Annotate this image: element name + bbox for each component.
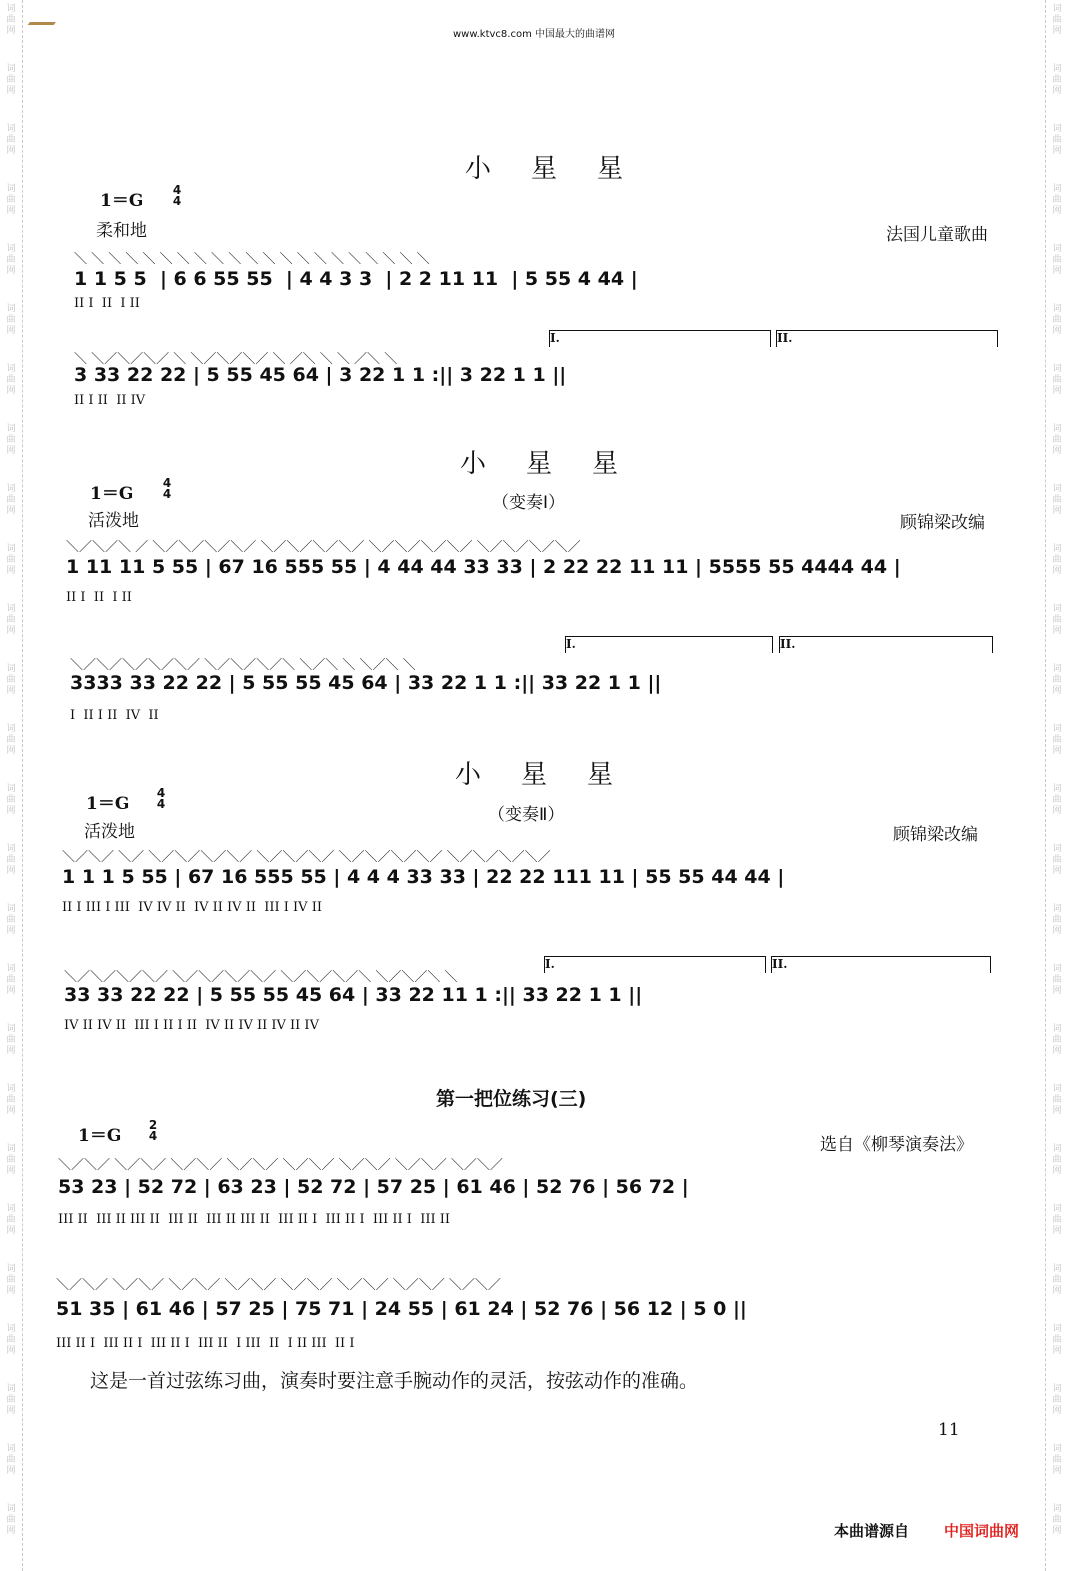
piece3-line1 xyxy=(0,846,1068,936)
source-label: 本曲谱源自 xyxy=(834,1522,910,1540)
side-watermark: 词 曲 网 xyxy=(1052,844,1062,876)
practice-note: 这是一首过弦练习曲，演奏时要注意手腕动作的灵活，按弦动作的准确。 xyxy=(90,1370,699,1392)
fingering-line: II I II I II xyxy=(74,296,140,311)
piece3-time-signature: 4 4 xyxy=(156,786,166,811)
side-watermark: 词 曲 网 xyxy=(1052,484,1062,516)
side-watermark: 词 曲 网 xyxy=(6,304,16,336)
side-watermark: 词 曲 网 xyxy=(1052,364,1062,396)
piece3-subtitle: （变奏Ⅱ） xyxy=(488,805,565,825)
articulation-marks: ＼／＼／ ＼／ ＼／＼／＼／＼／ ＼／＼／＼／ ＼／＼／＼／＼／ ＼／＼／＼／＼／ xyxy=(62,850,551,865)
side-watermark: 词 曲 网 xyxy=(6,1264,16,1296)
articulation-marks: ＼／＼／ ＼／＼／ ＼／＼／ ＼／＼／ ＼／＼／ ＼／＼／ ＼／＼／ ＼／＼／ xyxy=(58,1158,503,1173)
side-watermark: 词 曲 网 xyxy=(1052,664,1062,696)
fingering-line: III II I III II I III II I III II I III II I II III II I xyxy=(56,1336,355,1351)
side-watermark: 词 曲 网 xyxy=(1052,124,1062,156)
fingering-line: II I II I II xyxy=(66,590,132,605)
volta-1: I. xyxy=(549,330,771,347)
side-watermark: 词 曲 网 xyxy=(1052,904,1062,936)
side-watermark: 词 曲 网 xyxy=(1052,1324,1062,1356)
side-watermark: 词 曲 网 xyxy=(6,424,16,456)
piece2-tempo: 活泼地 xyxy=(88,511,139,531)
side-watermark: 词 曲 网 xyxy=(1052,544,1062,576)
fingering-line: II I II II IV xyxy=(74,393,146,408)
piece4-credit: 选自《柳琴演奏法》 xyxy=(820,1135,973,1155)
side-watermark: 词 曲 网 xyxy=(6,1024,16,1056)
notation-line: 1 1 5 5 | 6 6 55 55 | 4 4 3 3 | 2 2 11 11 | 5 55 4 44 | xyxy=(74,268,638,290)
fingering-line: III II III II III II III II III II III II III II I III II I III II I III II xyxy=(58,1212,451,1227)
articulation-marks: ＼／＼／＼ ／ ＼／＼／＼／＼／ ＼／＼／＼／＼／ ＼／＼／＼／＼／ ＼／＼／＼／＼／ xyxy=(66,540,581,555)
side-watermark: 词 曲 网 xyxy=(1052,1264,1062,1296)
notation-line: 1 11 11 5 55 | 67 16 555 55 | 4 44 44 33 33 | 2 22 22 11 11 | 5555 55 4444 44 | xyxy=(66,556,901,578)
notation-line: 51 35 | 61 46 | 57 25 | 75 71 | 24 55 | 61 24 | 52 76 | 56 12 | 5 0 || xyxy=(56,1298,747,1320)
side-watermark: 词 曲 网 xyxy=(6,1324,16,1356)
piece1-time-signature: 4 4 xyxy=(172,183,182,208)
side-watermark: 词 曲 网 xyxy=(1052,604,1062,636)
side-watermark: 词 曲 网 xyxy=(6,244,16,276)
side-watermark: 词 曲 网 xyxy=(1052,4,1062,36)
piece2-time-signature: 4 4 xyxy=(162,476,172,501)
piece2-line2 xyxy=(0,637,1068,740)
piece1-credit: 法国儿童歌曲 xyxy=(886,225,988,245)
notation-line: 3 33 22 22 | 5 55 45 64 | 3 22 1 1 :|| 3 22 1 1 || xyxy=(74,364,567,386)
side-watermark: 词 曲 网 xyxy=(6,1204,16,1236)
side-watermark: 词 曲 网 xyxy=(1052,184,1062,216)
side-watermark: 词 曲 网 xyxy=(1052,424,1062,456)
side-watermark: 词 曲 网 xyxy=(1052,244,1062,276)
piece2-line1 xyxy=(0,536,1068,626)
side-watermark: 词 曲 网 xyxy=(6,964,16,996)
source-site-link[interactable]: 中国词曲网 xyxy=(944,1522,1020,1540)
side-watermark: 词 曲 网 xyxy=(1052,724,1062,756)
side-watermark: 词 曲 网 xyxy=(1052,1144,1062,1176)
page-number: 11 xyxy=(938,1420,960,1440)
side-watermark: 词 曲 网 xyxy=(6,904,16,936)
side-watermark: 词 曲 网 xyxy=(1052,1024,1062,1056)
volta-2: II. xyxy=(771,956,991,973)
articulation-marks: ＼ ＼ ＼ ＼ ＼ ＼ ＼ ＼ ＼ ＼ ＼ ＼ ＼ ＼ ＼ ＼ ＼ ＼ ＼ ＼ ＼ xyxy=(74,252,430,267)
side-watermark: 词 曲 网 xyxy=(6,724,16,756)
notation-line: 53 23 | 52 72 | 63 23 | 52 72 | 57 25 | 61 46 | 52 76 | 56 72 | xyxy=(58,1176,689,1198)
side-watermark: 词 曲 网 xyxy=(1052,1384,1062,1416)
side-watermark: 词 曲 网 xyxy=(1052,64,1062,96)
notation-line: 1 1 1 5 55 | 67 16 555 55 | 4 4 4 33 33 | 22 22 111 11 | 55 55 44 44 | xyxy=(62,866,785,888)
side-watermark: 词 曲 网 xyxy=(6,1084,16,1116)
side-watermark: 词 曲 网 xyxy=(6,604,16,636)
fingering-line: IV II IV II III I II I II IV II IV II IV II IV xyxy=(64,1018,319,1033)
piece4-line2 xyxy=(0,1274,1068,1364)
side-watermark: 词 曲 网 xyxy=(6,784,16,816)
articulation-marks: ＼／＼／ ＼／＼／ ＼／＼／ ＼／＼／ ＼／＼／ ＼／＼／ ＼／＼／ ＼／＼／ xyxy=(56,1278,501,1293)
site-header-url: www.ktvc8.com 中国最大的曲谱网 xyxy=(452,29,615,40)
piece3-title: 小星星 xyxy=(455,760,654,790)
volta-2: II. xyxy=(776,330,998,347)
piece4-time-signature: 2 4 xyxy=(148,1118,158,1143)
side-watermark: 词 曲 网 xyxy=(6,184,16,216)
piece4-title: 第一把位练习(三) xyxy=(436,1088,587,1110)
piece1-line1 xyxy=(0,248,1068,338)
articulation-marks: ＼／＼／＼／＼／＼／ ＼／＼／＼／＼ ＼／＼ ＼ ＼／＼ ＼ xyxy=(70,658,416,673)
side-watermark: 词 曲 网 xyxy=(6,1384,16,1416)
piece1-title: 小星星 xyxy=(465,154,664,184)
piece4-line1 xyxy=(0,1154,1068,1244)
side-watermark: 词 曲 网 xyxy=(6,364,16,396)
side-watermark: 词 曲 网 xyxy=(1052,1084,1062,1116)
piece3-tempo: 活泼地 xyxy=(84,822,135,842)
side-watermark: 词 曲 网 xyxy=(1052,304,1062,336)
side-watermark: 词 曲 网 xyxy=(6,664,16,696)
fingering-line: I II I II IV II xyxy=(70,708,159,723)
piece1-key: 1＝G xyxy=(100,191,144,211)
articulation-marks: ＼ ＼／＼／＼／ ＼ ＼／＼／＼／ ＼ ／＼ ＼ ＼ ／＼ ＼ xyxy=(74,352,398,367)
volta-1: I. xyxy=(565,636,773,653)
side-watermark: 词 曲 网 xyxy=(6,544,16,576)
piece3-line2 xyxy=(0,957,1068,1052)
piece2-credit: 顾锦梁改编 xyxy=(900,513,985,533)
side-watermark: 词 曲 网 xyxy=(6,124,16,156)
piece2-subtitle: （变奏Ⅰ） xyxy=(492,493,566,513)
side-watermark: 词 曲 网 xyxy=(6,1444,16,1476)
side-watermark: 词 曲 网 xyxy=(6,4,16,36)
side-watermark: 词 曲 网 xyxy=(6,484,16,516)
piece1-line2 xyxy=(0,331,1068,428)
side-watermark: 词 曲 网 xyxy=(6,844,16,876)
piece2-title: 小星星 xyxy=(460,449,659,479)
piece3-key: 1＝G xyxy=(86,794,130,814)
notation-line: 3333 33 22 22 | 5 55 55 45 64 | 33 22 1 1 :|| 33 22 1 1 || xyxy=(70,672,662,694)
side-watermark: 词 曲 网 xyxy=(1052,1504,1062,1536)
side-watermark: 词 曲 网 xyxy=(1052,1204,1062,1236)
side-watermark: 词 曲 网 xyxy=(1052,784,1062,816)
piece3-credit: 顾锦梁改编 xyxy=(893,825,978,845)
side-watermark: 词 曲 网 xyxy=(1052,1444,1062,1476)
volta-2: II. xyxy=(779,636,993,653)
side-watermark: 词 曲 网 xyxy=(1052,964,1062,996)
piece4-key: 1＝G xyxy=(78,1126,122,1146)
side-watermark: 词 曲 网 xyxy=(6,1504,16,1536)
side-watermark: 词 曲 网 xyxy=(6,64,16,96)
fingering-line: II I III I III IV IV II IV II IV II III I IV II xyxy=(62,900,322,915)
piece1-tempo: 柔和地 xyxy=(96,221,147,241)
articulation-marks: ＼／＼／＼／＼／ ＼／＼／＼／＼／ ＼／＼／＼／＼ ＼／＼／＼ ＼ xyxy=(64,970,458,985)
side-watermark: 词 曲 网 xyxy=(6,1144,16,1176)
piece2-key: 1＝G xyxy=(90,484,134,504)
notation-line: 33 33 22 22 | 5 55 55 45 64 | 33 22 11 1 :|| 33 22 1 1 || xyxy=(64,984,643,1006)
volta-1: I. xyxy=(544,956,766,973)
